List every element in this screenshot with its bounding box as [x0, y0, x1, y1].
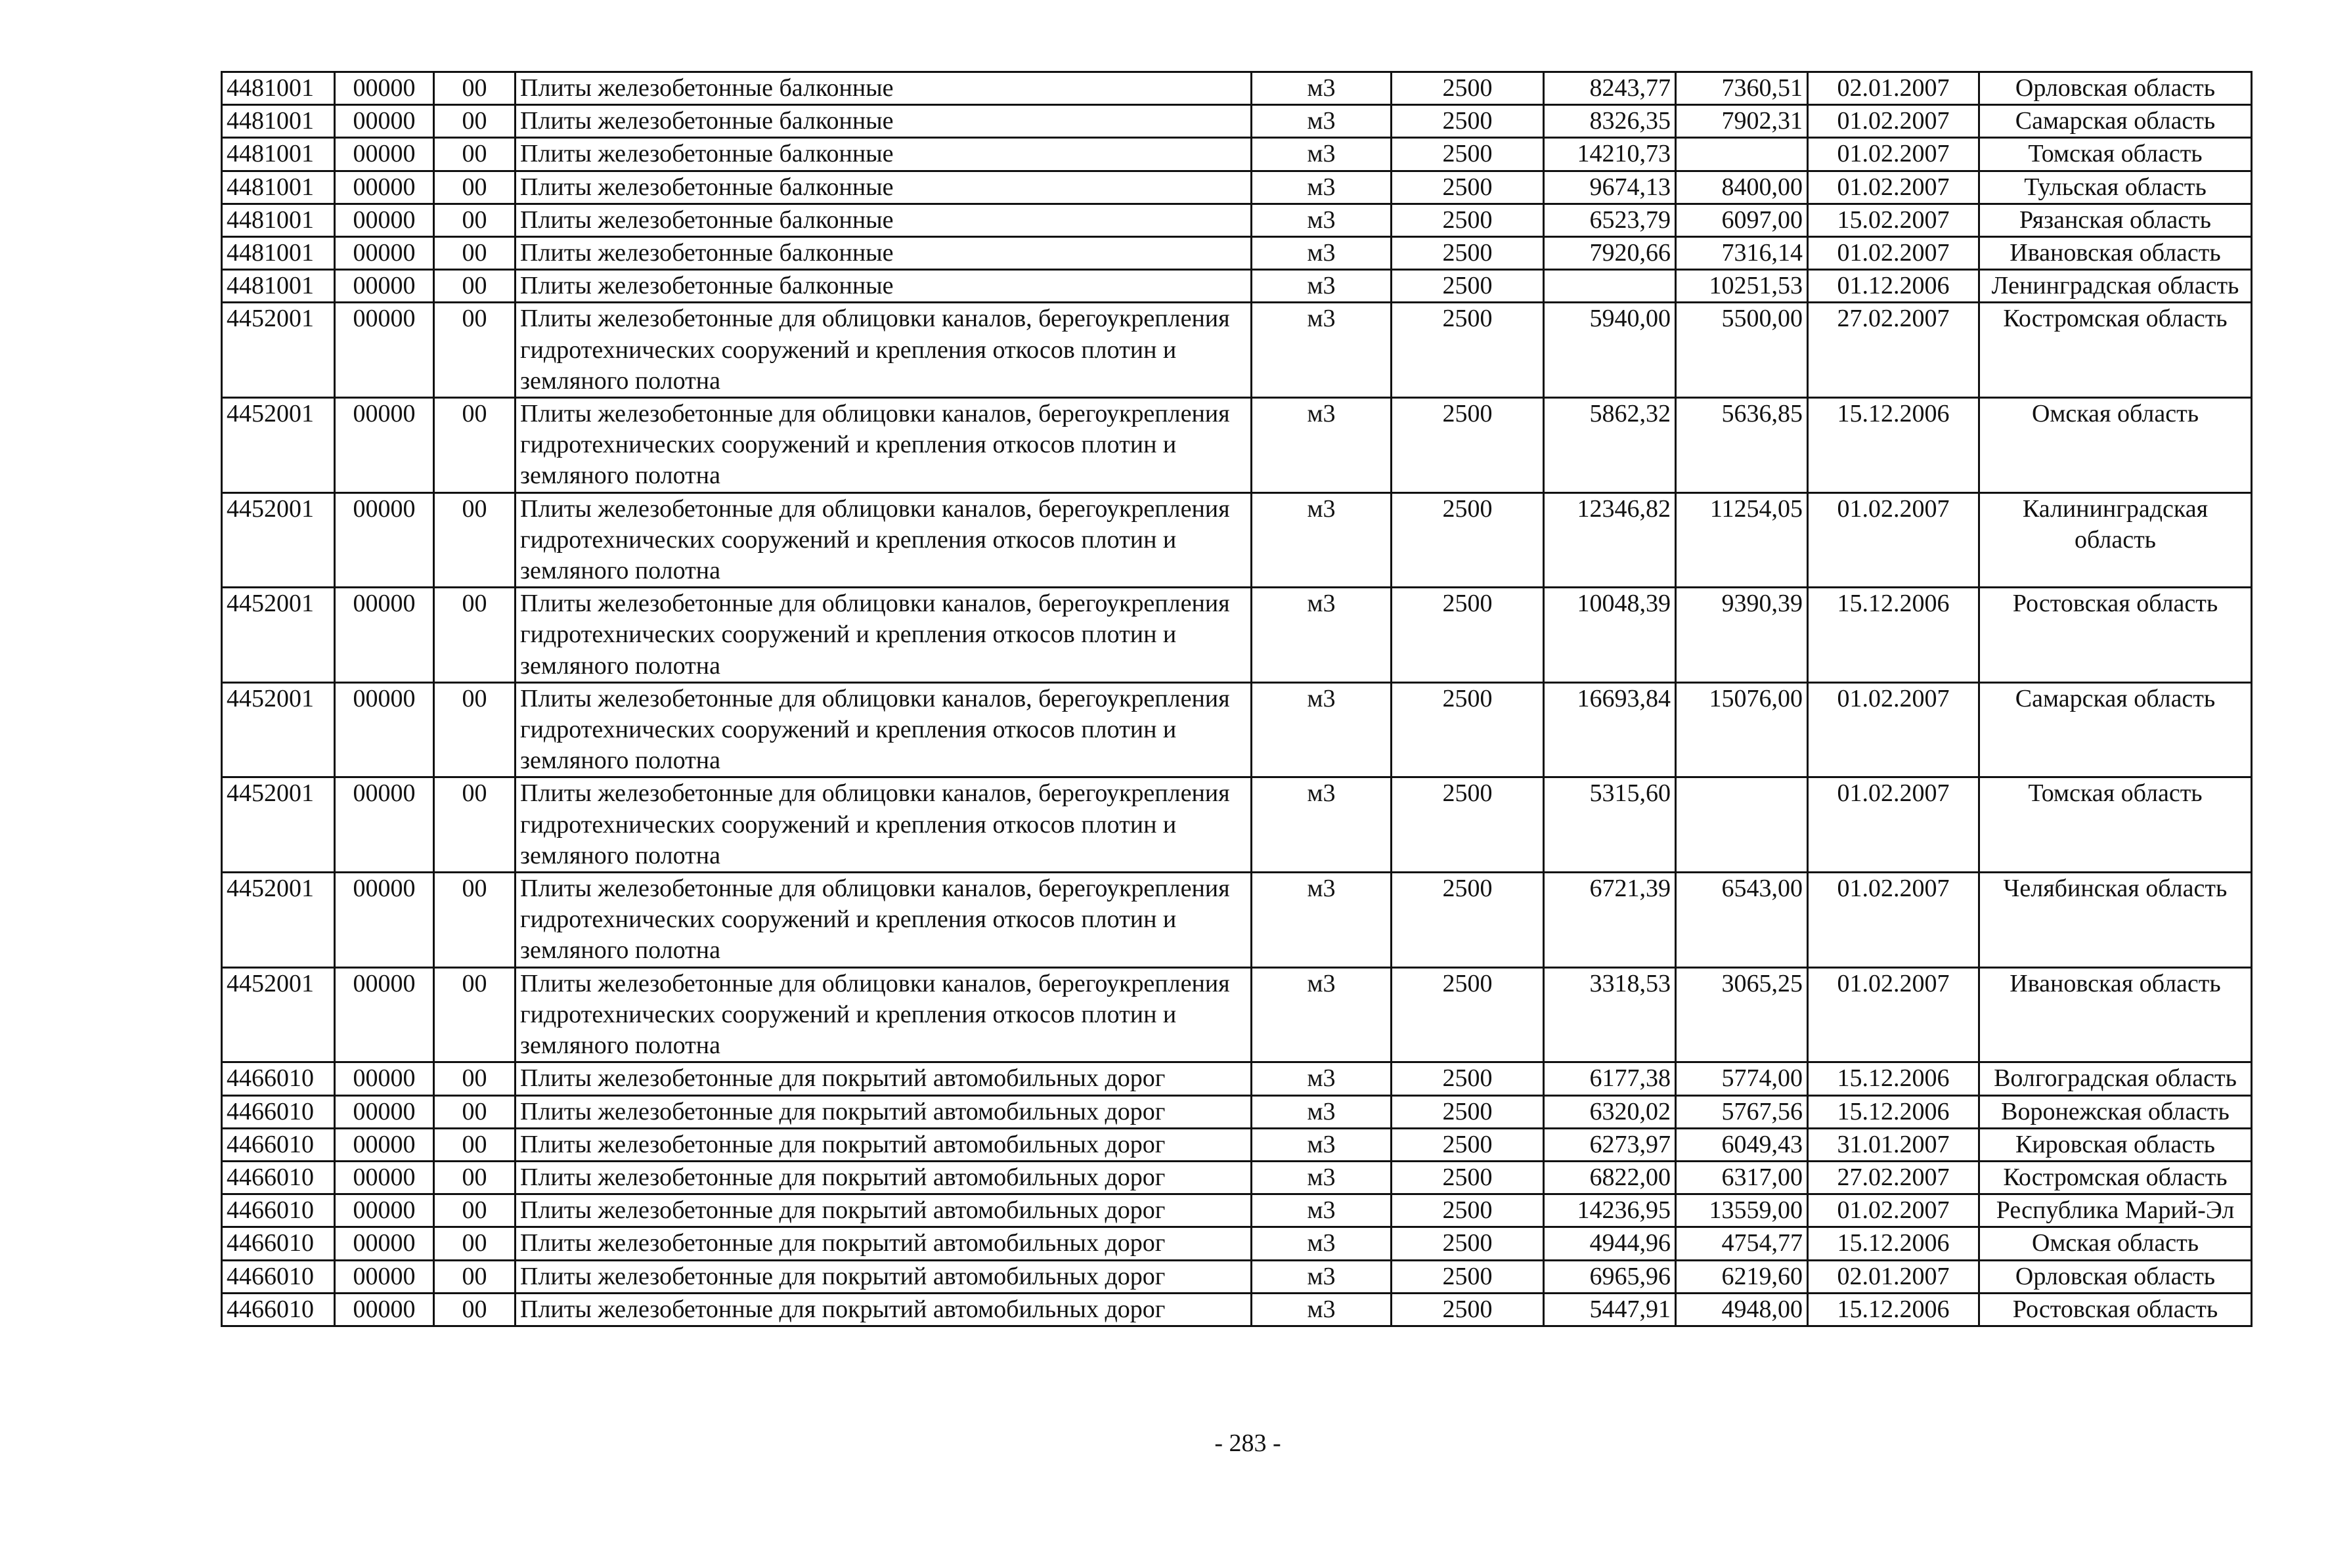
subcode-cell: 00000 [335, 1128, 434, 1161]
region-cell: Ивановская область [1979, 237, 2252, 270]
date-cell: 02.01.2007 [1808, 72, 1979, 105]
date-cell: 01.02.2007 [1808, 237, 1979, 270]
subcode-cell: 00000 [335, 398, 434, 493]
subcode-cell: 00000 [335, 1293, 434, 1326]
page-number: - 283 - [1214, 1429, 1281, 1457]
suffix-cell: 00 [434, 777, 516, 873]
price-2-cell: 3065,25 [1676, 967, 1808, 1062]
code-cell: 4481001 [222, 204, 335, 236]
subcode-cell: 00000 [335, 1062, 434, 1095]
subcode-cell: 00000 [335, 204, 434, 236]
region-cell: Костромская область [1979, 303, 2252, 398]
subcode-cell: 00000 [335, 1161, 434, 1194]
subcode-cell: 00000 [335, 72, 434, 105]
quantity-cell: 2500 [1392, 777, 1544, 873]
subcode-cell: 00000 [335, 967, 434, 1062]
date-cell: 01.02.2007 [1808, 171, 1979, 204]
price-1-cell: 6320,02 [1544, 1095, 1676, 1128]
price-1-cell: 10048,39 [1544, 588, 1676, 683]
product-name-cell: Плиты железобетонные для покрытий автомобильных дорог [516, 1260, 1252, 1293]
quantity-cell: 2500 [1392, 270, 1544, 303]
subcode-cell: 00000 [335, 237, 434, 270]
date-cell: 15.12.2006 [1808, 398, 1979, 493]
price-1-cell: 5315,60 [1544, 777, 1676, 873]
quantity-cell: 2500 [1392, 1161, 1544, 1194]
date-cell: 01.02.2007 [1808, 777, 1979, 873]
price-2-cell: 8400,00 [1676, 171, 1808, 204]
table-body [222, 72, 2252, 1326]
unit-cell: м3 [1252, 138, 1392, 171]
region-cell: Челябинская область [1979, 873, 2252, 968]
date-cell: 15.12.2006 [1808, 1293, 1979, 1326]
price-1-cell: 8326,35 [1544, 105, 1676, 138]
date-cell: 01.12.2006 [1808, 270, 1979, 303]
product-name-cell: Плиты железобетонные для облицовки каналов, берегоукрепления гидротехнических сооружений и крепления откосов плотин и земляного полотна [516, 777, 1252, 873]
quantity-cell: 2500 [1392, 588, 1544, 683]
region-cell: Томская область [1979, 138, 2252, 171]
quantity-cell: 2500 [1392, 1128, 1544, 1161]
unit-cell: м3 [1252, 1194, 1392, 1227]
price-2-cell [1676, 777, 1808, 873]
region-cell: Ростовская область [1979, 588, 2252, 683]
price-2-cell: 11254,05 [1676, 492, 1808, 588]
quantity-cell: 2500 [1392, 1260, 1544, 1293]
subcode-cell: 00000 [335, 270, 434, 303]
table-row [222, 1260, 2252, 1293]
subcode-cell: 00000 [335, 303, 434, 398]
date-cell: 27.02.2007 [1808, 303, 1979, 398]
code-cell: 4481001 [222, 138, 335, 171]
date-cell: 01.02.2007 [1808, 105, 1979, 138]
date-cell: 01.02.2007 [1808, 492, 1979, 588]
product-name-cell: Плиты железобетонные для покрытий автомобильных дорог [516, 1194, 1252, 1227]
price-2-cell: 10251,53 [1676, 270, 1808, 303]
region-cell: Республика Марий-Эл [1979, 1194, 2252, 1227]
product-name-cell: Плиты железобетонные балконные [516, 138, 1252, 171]
price-2-cell: 13559,00 [1676, 1194, 1808, 1227]
unit-cell: м3 [1252, 303, 1392, 398]
product-name-cell: Плиты железобетонные балконные [516, 237, 1252, 270]
subcode-cell: 00000 [335, 105, 434, 138]
quantity-cell: 2500 [1392, 204, 1544, 236]
suffix-cell: 00 [434, 237, 516, 270]
subcode-cell: 00000 [335, 588, 434, 683]
table-row [222, 398, 2252, 493]
price-2-cell: 5767,56 [1676, 1095, 1808, 1128]
price-2-cell: 6317,00 [1676, 1161, 1808, 1194]
product-name-cell: Плиты железобетонные для покрытий автомобильных дорог [516, 1095, 1252, 1128]
suffix-cell: 00 [434, 588, 516, 683]
region-cell: Тульская область [1979, 171, 2252, 204]
price-2-cell: 15076,00 [1676, 682, 1808, 777]
suffix-cell: 00 [434, 1194, 516, 1227]
product-name-cell: Плиты железобетонные балконные [516, 270, 1252, 303]
code-cell: 4481001 [222, 105, 335, 138]
date-cell: 01.02.2007 [1808, 682, 1979, 777]
date-cell: 15.12.2006 [1808, 588, 1979, 683]
price-2-cell: 6543,00 [1676, 873, 1808, 968]
suffix-cell: 00 [434, 270, 516, 303]
price-1-cell: 6822,00 [1544, 1161, 1676, 1194]
date-cell: 01.02.2007 [1808, 873, 1979, 968]
region-cell: Томская область [1979, 777, 2252, 873]
price-2-cell [1676, 138, 1808, 171]
price-1-cell: 6177,38 [1544, 1062, 1676, 1095]
date-cell: 31.01.2007 [1808, 1128, 1979, 1161]
region-cell: Рязанская область [1979, 204, 2252, 236]
date-cell: 15.12.2006 [1808, 1227, 1979, 1260]
code-cell: 4466010 [222, 1161, 335, 1194]
date-cell: 27.02.2007 [1808, 1161, 1979, 1194]
suffix-cell: 00 [434, 398, 516, 493]
region-cell: Омская область [1979, 398, 2252, 493]
code-cell: 4452001 [222, 967, 335, 1062]
price-1-cell: 6273,97 [1544, 1128, 1676, 1161]
quantity-cell: 2500 [1392, 138, 1544, 171]
product-name-cell: Плиты железобетонные для облицовки каналов, берегоукрепления гидротехнических сооружений и крепления откосов плотин и земляного полотна [516, 492, 1252, 588]
product-name-cell: Плиты железобетонные для облицовки каналов, берегоукрепления гидротехнических сооружений и крепления откосов плотин и земляного полотна [516, 303, 1252, 398]
suffix-cell: 00 [434, 967, 516, 1062]
region-cell: Самарская область [1979, 682, 2252, 777]
suffix-cell: 00 [434, 1227, 516, 1260]
suffix-cell: 00 [434, 1062, 516, 1095]
table-row [222, 1293, 2252, 1326]
code-cell: 4481001 [222, 237, 335, 270]
product-name-cell: Плиты железобетонные для облицовки каналов, берегоукрепления гидротехнических сооружений и крепления откосов плотин и земляного полотна [516, 873, 1252, 968]
code-cell: 4452001 [222, 492, 335, 588]
table-row [222, 1194, 2252, 1227]
table-row [222, 492, 2252, 588]
price-1-cell: 6523,79 [1544, 204, 1676, 236]
price-1-cell: 5447,91 [1544, 1293, 1676, 1326]
price-1-cell: 9674,13 [1544, 171, 1676, 204]
subcode-cell: 00000 [335, 1095, 434, 1128]
product-name-cell: Плиты железобетонные для покрытий автомобильных дорог [516, 1227, 1252, 1260]
suffix-cell: 00 [434, 1095, 516, 1128]
unit-cell: м3 [1252, 105, 1392, 138]
subcode-cell: 00000 [335, 1260, 434, 1293]
suffix-cell: 00 [434, 682, 516, 777]
unit-cell: м3 [1252, 1128, 1392, 1161]
unit-cell: м3 [1252, 1260, 1392, 1293]
product-name-cell: Плиты железобетонные для облицовки каналов, берегоукрепления гидротехнических сооружений и крепления откосов плотин и земляного полотна [516, 398, 1252, 493]
unit-cell: м3 [1252, 171, 1392, 204]
quantity-cell: 2500 [1392, 105, 1544, 138]
code-cell: 4452001 [222, 777, 335, 873]
quantity-cell: 2500 [1392, 682, 1544, 777]
quantity-cell: 2500 [1392, 492, 1544, 588]
unit-cell: м3 [1252, 777, 1392, 873]
price-1-cell: 5862,32 [1544, 398, 1676, 493]
suffix-cell: 00 [434, 171, 516, 204]
product-name-cell: Плиты железобетонные для облицовки каналов, берегоукрепления гидротехнических сооружений и крепления откосов плотин и земляного полотна [516, 588, 1252, 683]
table-row [222, 1062, 2252, 1095]
unit-cell: м3 [1252, 682, 1392, 777]
region-cell: Калининградская область [1979, 492, 2252, 588]
suffix-cell: 00 [434, 1260, 516, 1293]
code-cell: 4466010 [222, 1194, 335, 1227]
quantity-cell: 2500 [1392, 1194, 1544, 1227]
region-cell: Воронежская область [1979, 1095, 2252, 1128]
region-cell: Омская область [1979, 1227, 2252, 1260]
unit-cell: м3 [1252, 967, 1392, 1062]
unit-cell: м3 [1252, 1227, 1392, 1260]
unit-cell: м3 [1252, 270, 1392, 303]
price-2-cell: 5774,00 [1676, 1062, 1808, 1095]
code-cell: 4466010 [222, 1128, 335, 1161]
price-2-cell: 7360,51 [1676, 72, 1808, 105]
suffix-cell: 00 [434, 1161, 516, 1194]
subcode-cell: 00000 [335, 1194, 434, 1227]
region-cell: Волгоградская область [1979, 1062, 2252, 1095]
product-name-cell: Плиты железобетонные для облицовки каналов, берегоукрепления гидротехнических сооружений и крепления откосов плотин и земляного полотна [516, 682, 1252, 777]
subcode-cell: 00000 [335, 873, 434, 968]
product-name-cell: Плиты железобетонные для покрытий автомобильных дорог [516, 1062, 1252, 1095]
suffix-cell: 00 [434, 72, 516, 105]
code-cell: 4466010 [222, 1095, 335, 1128]
code-cell: 4452001 [222, 398, 335, 493]
table-row [222, 873, 2252, 968]
region-cell: Ростовская область [1979, 1293, 2252, 1326]
table-row [222, 303, 2252, 398]
date-cell: 15.12.2006 [1808, 1095, 1979, 1128]
date-cell: 01.02.2007 [1808, 138, 1979, 171]
price-1-cell [1544, 270, 1676, 303]
unit-cell: м3 [1252, 873, 1392, 968]
unit-cell: м3 [1252, 72, 1392, 105]
suffix-cell: 00 [434, 1293, 516, 1326]
subcode-cell: 00000 [335, 1227, 434, 1260]
price-2-cell: 7316,14 [1676, 237, 1808, 270]
table-row [222, 138, 2252, 171]
price-1-cell: 14236,95 [1544, 1194, 1676, 1227]
code-cell: 4466010 [222, 1062, 335, 1095]
product-name-cell: Плиты железобетонные для облицовки каналов, берегоукрепления гидротехнических сооружений и крепления откосов плотин и земляного полотна [516, 967, 1252, 1062]
code-cell: 4481001 [222, 171, 335, 204]
quantity-cell: 2500 [1392, 171, 1544, 204]
table-row [222, 1128, 2252, 1161]
table-row [222, 72, 2252, 105]
price-1-cell: 7920,66 [1544, 237, 1676, 270]
code-cell: 4452001 [222, 588, 335, 683]
unit-cell: м3 [1252, 492, 1392, 588]
region-cell: Орловская область [1979, 1260, 2252, 1293]
date-cell: 15.12.2006 [1808, 1062, 1979, 1095]
suffix-cell: 00 [434, 873, 516, 968]
quantity-cell: 2500 [1392, 873, 1544, 968]
price-2-cell: 6049,43 [1676, 1128, 1808, 1161]
region-cell: Кировская область [1979, 1128, 2252, 1161]
price-2-cell: 6219,60 [1676, 1260, 1808, 1293]
subcode-cell: 00000 [335, 138, 434, 171]
quantity-cell: 2500 [1392, 303, 1544, 398]
quantity-cell: 2500 [1392, 1293, 1544, 1326]
code-cell: 4452001 [222, 682, 335, 777]
table-row [222, 270, 2252, 303]
suffix-cell: 00 [434, 492, 516, 588]
region-cell: Ивановская область [1979, 967, 2252, 1062]
date-cell: 02.01.2007 [1808, 1260, 1979, 1293]
region-cell: Ленинградская область [1979, 270, 2252, 303]
unit-cell: м3 [1252, 204, 1392, 236]
price-1-cell: 3318,53 [1544, 967, 1676, 1062]
price-1-cell: 6965,96 [1544, 1260, 1676, 1293]
table-row [222, 967, 2252, 1062]
subcode-cell: 00000 [335, 171, 434, 204]
date-cell: 01.02.2007 [1808, 967, 1979, 1062]
product-name-cell: Плиты железобетонные балконные [516, 105, 1252, 138]
code-cell: 4481001 [222, 72, 335, 105]
quantity-cell: 2500 [1392, 398, 1544, 493]
quantity-cell: 2500 [1392, 1227, 1544, 1260]
code-cell: 4452001 [222, 873, 335, 968]
table-row [222, 588, 2252, 683]
unit-cell: м3 [1252, 588, 1392, 683]
table-row [222, 105, 2252, 138]
date-cell: 15.02.2007 [1808, 204, 1979, 236]
quantity-cell: 2500 [1392, 967, 1544, 1062]
price-2-cell: 5636,85 [1676, 398, 1808, 493]
price-1-cell: 5940,00 [1544, 303, 1676, 398]
unit-cell: м3 [1252, 1062, 1392, 1095]
unit-cell: м3 [1252, 1161, 1392, 1194]
suffix-cell: 00 [434, 138, 516, 171]
region-cell: Самарская область [1979, 105, 2252, 138]
region-cell: Орловская область [1979, 72, 2252, 105]
table-row [222, 777, 2252, 873]
subcode-cell: 00000 [335, 492, 434, 588]
suffix-cell: 00 [434, 105, 516, 138]
table-row [222, 1161, 2252, 1194]
suffix-cell: 00 [434, 303, 516, 398]
price-1-cell: 8243,77 [1544, 72, 1676, 105]
code-cell: 4466010 [222, 1260, 335, 1293]
region-cell: Костромская область [1979, 1161, 2252, 1194]
unit-cell: м3 [1252, 1293, 1392, 1326]
subcode-cell: 00000 [335, 777, 434, 873]
quantity-cell: 2500 [1392, 1062, 1544, 1095]
code-cell: 4481001 [222, 270, 335, 303]
price-2-cell: 4754,77 [1676, 1227, 1808, 1260]
quantity-cell: 2500 [1392, 1095, 1544, 1128]
table-row [222, 204, 2252, 236]
quantity-cell: 2500 [1392, 237, 1544, 270]
price-1-cell: 16693,84 [1544, 682, 1676, 777]
price-1-cell: 12346,82 [1544, 492, 1676, 588]
price-2-cell: 9390,39 [1676, 588, 1808, 683]
product-name-cell: Плиты железобетонные для покрытий автомобильных дорог [516, 1161, 1252, 1194]
table-row [222, 1227, 2252, 1260]
price-table [221, 71, 2253, 1327]
suffix-cell: 00 [434, 204, 516, 236]
price-2-cell: 6097,00 [1676, 204, 1808, 236]
code-cell: 4452001 [222, 303, 335, 398]
product-name-cell: Плиты железобетонные балконные [516, 204, 1252, 236]
unit-cell: м3 [1252, 1095, 1392, 1128]
code-cell: 4466010 [222, 1293, 335, 1326]
price-1-cell: 14210,73 [1544, 138, 1676, 171]
product-name-cell: Плиты железобетонные балконные [516, 171, 1252, 204]
price-1-cell: 4944,96 [1544, 1227, 1676, 1260]
price-2-cell: 4948,00 [1676, 1293, 1808, 1326]
unit-cell: м3 [1252, 398, 1392, 493]
subcode-cell: 00000 [335, 682, 434, 777]
price-1-cell: 6721,39 [1544, 873, 1676, 968]
product-name-cell: Плиты железобетонные для покрытий автомобильных дорог [516, 1293, 1252, 1326]
quantity-cell: 2500 [1392, 72, 1544, 105]
table-row [222, 682, 2252, 777]
suffix-cell: 00 [434, 1128, 516, 1161]
unit-cell: м3 [1252, 237, 1392, 270]
product-name-cell: Плиты железобетонные балконные [516, 72, 1252, 105]
date-cell: 01.02.2007 [1808, 1194, 1979, 1227]
code-cell: 4466010 [222, 1227, 335, 1260]
table-row [222, 171, 2252, 204]
price-2-cell: 7902,31 [1676, 105, 1808, 138]
product-name-cell: Плиты железобетонные для покрытий автомобильных дорог [516, 1128, 1252, 1161]
table-row [222, 1095, 2252, 1128]
table-row [222, 237, 2252, 270]
price-2-cell: 5500,00 [1676, 303, 1808, 398]
